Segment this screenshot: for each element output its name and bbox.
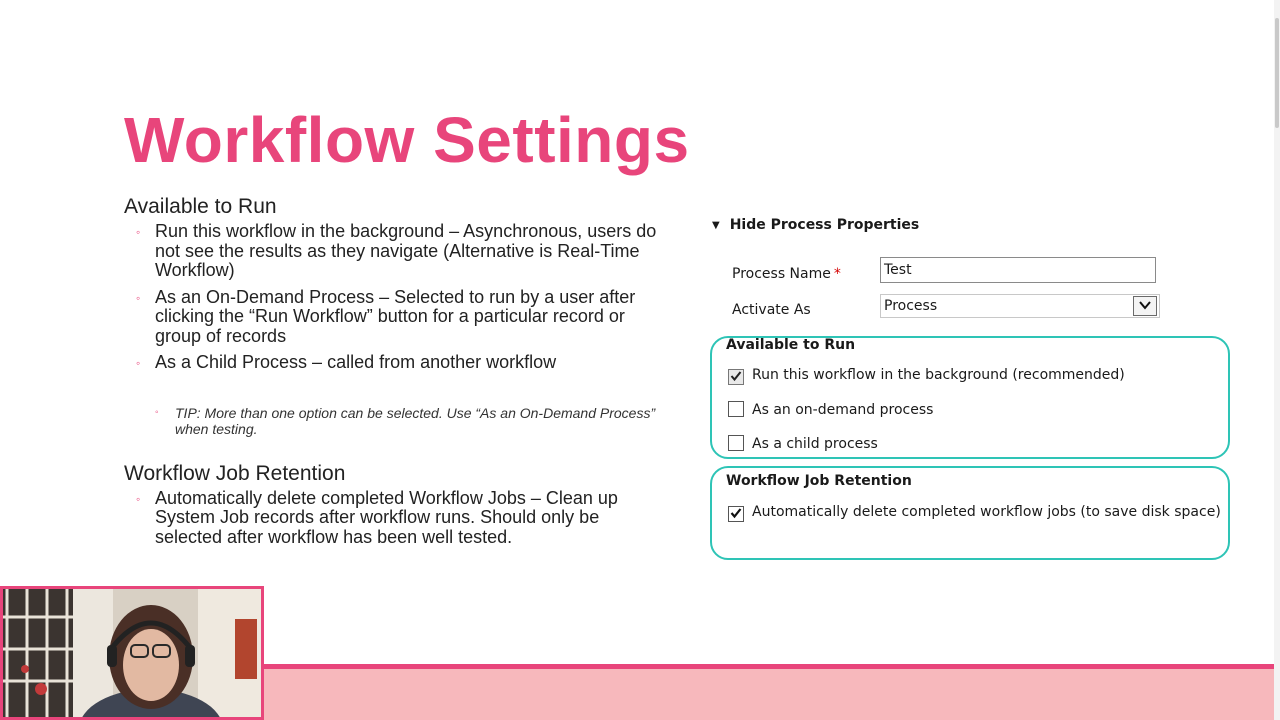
section-heading-available: Available to Run [124,195,277,218]
bullet-icon: ◦ [136,491,141,506]
checkbox-child-process[interactable] [728,435,744,451]
activate-as-value: Process [884,298,938,314]
process-name-input[interactable]: Test [880,257,1156,283]
bullet-item: ◦ Run this workflow in the background – Asynchronous, users do not see the results as they navigate (Alternative is Real-Time Workflow) [136,221,657,280]
webcam-overlay [0,586,264,720]
scrollbar-thumb[interactable] [1275,18,1279,128]
footer-band [264,669,1280,720]
job-retention-title: Workflow Job Retention [726,473,912,489]
webcam-image [3,589,261,717]
option-child-process[interactable]: As a child process [728,435,878,452]
checkbox-run-background[interactable] [728,369,744,385]
activate-as-label: Activate As [732,302,811,318]
triangle-down-icon: ▼ [712,220,720,231]
bullet-item: ◦ Automatically delete completed Workflow Jobs – Clean up System Job records after workflow runs. Should only be selected after workflow has been well tested. [136,487,618,547]
option-on-demand[interactable]: As an on-demand process [728,401,933,418]
bullet-icon: ◦ [136,225,141,239]
checkbox-auto-delete[interactable] [728,506,744,522]
slide-title: Workflow Settings [124,104,690,176]
hide-process-properties-toggle[interactable]: ▼ Hide Process Properties [712,217,920,233]
scrollbar[interactable] [1274,0,1280,720]
required-marker: * [833,266,841,282]
retention-bullets [124,489,664,548]
bullet-item: ◦ As an On-Demand Process – Selected to run by a user after clicking the “Run Workflow” button for a particular record or group of records [136,286,636,346]
bullet-icon: ◦ [155,406,159,418]
checkmark-icon [730,370,742,382]
section-heading-retention: Workflow Job Retention [124,461,346,485]
available-bullets [124,222,664,373]
bullet-item: ◦ As a Child Process – called from another workflow [136,352,557,372]
option-run-background[interactable]: Run this workflow in the background (recommended) [728,367,1125,385]
tip-note: ◦ TIP: More than one option can be selected. Use “As an On-Demand Process” when testing. [155,404,656,437]
bullet-icon: ◦ [136,356,141,370]
option-auto-delete[interactable]: Automatically delete completed workflow jobs (to save disk space) [728,504,1221,522]
available-to-run-title: Available to Run [726,337,856,353]
chevron-down-icon[interactable] [1133,296,1157,316]
bullet-icon: ◦ [136,290,141,305]
checkmark-icon [730,507,742,519]
checkbox-on-demand[interactable] [728,401,744,417]
activate-as-select[interactable] [880,294,1160,318]
slide-body [124,194,664,554]
process-name-label: Process Name * [732,266,841,282]
